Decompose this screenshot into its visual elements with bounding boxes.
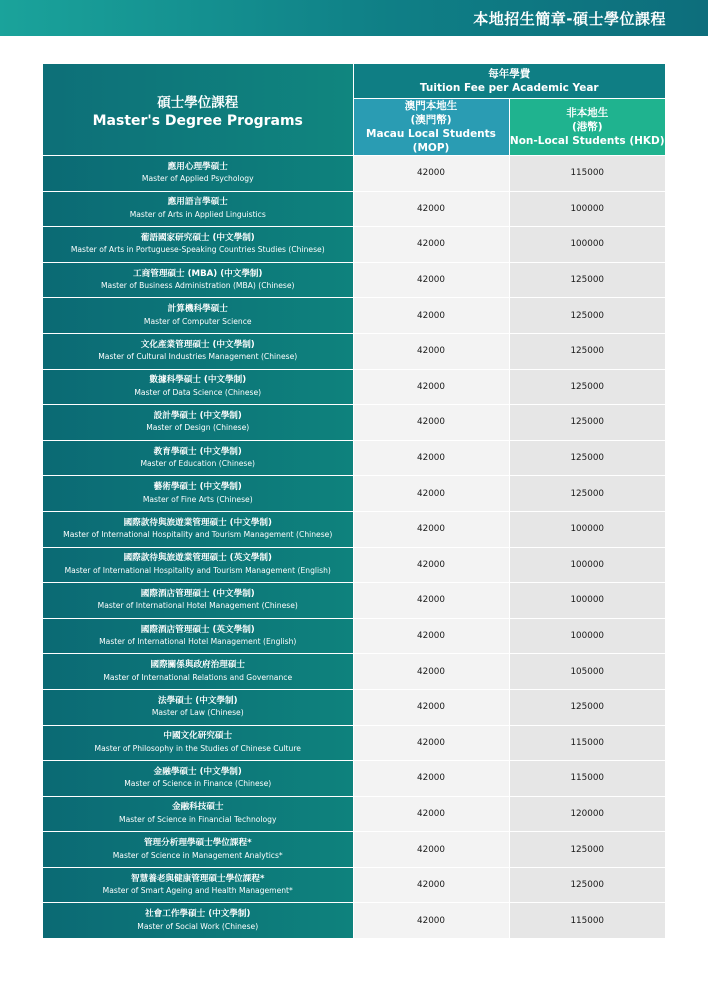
local-fee-cell: 42000 bbox=[353, 476, 509, 512]
table-row bbox=[43, 227, 665, 263]
program-name-cell bbox=[43, 618, 353, 654]
table-row bbox=[43, 903, 665, 939]
program-name-zh: 國際酒店管理碩士 (英文學制) bbox=[140, 624, 255, 635]
local-fee-cell: 42000 bbox=[353, 725, 509, 761]
nonlocal-fee-cell: 125000 bbox=[509, 689, 665, 725]
program-name-zh: 智慧養老與健康管理碩士學位課程* bbox=[131, 873, 265, 884]
program-name-zh: 藝術學碩士 (中文學制) bbox=[153, 482, 242, 493]
program-name-cell bbox=[43, 440, 353, 476]
table-row bbox=[43, 298, 665, 334]
fee-header-en: Tuition Fee per Academic Year bbox=[419, 82, 599, 94]
program-name-en: Master of Cultural Industries Management (Chinese) bbox=[98, 352, 298, 362]
program-name-zh: 文化產業管理碩士 (中文學制) bbox=[140, 339, 255, 350]
program-name-zh: 中國文化研究碩士 bbox=[163, 731, 233, 742]
program-name-cell bbox=[43, 903, 353, 939]
program-name-en: Master of Smart Ageing and Health Management* bbox=[102, 886, 293, 896]
program-name-zh: 葡語國家研究碩士 (中文學制) bbox=[140, 232, 255, 243]
nonlocal-fee-cell: 100000 bbox=[509, 618, 665, 654]
top-banner bbox=[0, 0, 708, 36]
local-fee-cell: 42000 bbox=[353, 903, 509, 939]
program-name-zh: 國際款待與旅遊業管理碩士 (中文學制) bbox=[123, 517, 272, 528]
nonlocal-fee-cell: 125000 bbox=[509, 405, 665, 441]
local-students-header bbox=[353, 99, 509, 156]
program-name-en: Master of Computer Science bbox=[143, 316, 252, 326]
local-fee-cell: 42000 bbox=[353, 262, 509, 298]
program-name-en: Master of Data Science (Chinese) bbox=[134, 387, 262, 397]
program-name-zh: 應用心理學碩士 bbox=[167, 161, 228, 172]
nonlocal-header-en: Non-Local Students (HKD) bbox=[509, 135, 665, 147]
local-header-en: Macau Local Students (MOP) bbox=[366, 128, 496, 154]
table-row bbox=[43, 583, 665, 619]
program-name-cell bbox=[43, 262, 353, 298]
program-name-en: Master of Design (Chinese) bbox=[146, 423, 250, 433]
nonlocal-fee-cell: 125000 bbox=[509, 476, 665, 512]
nonlocal-fee-cell: 115000 bbox=[509, 903, 665, 939]
program-name-cell bbox=[43, 725, 353, 761]
program-name-en: Master of Applied Psychology bbox=[141, 174, 254, 184]
program-name-cell bbox=[43, 583, 353, 619]
program-name-en: Master of Science in Management Analytics* bbox=[112, 850, 283, 860]
program-name-cell bbox=[43, 796, 353, 832]
program-name-cell bbox=[43, 832, 353, 868]
table-row bbox=[43, 618, 665, 654]
local-fee-cell: 42000 bbox=[353, 227, 509, 263]
program-name-zh: 社會工作學碩士 (中文學制) bbox=[145, 909, 251, 920]
table-row bbox=[43, 832, 665, 868]
program-name-en: Master of Business Administration (MBA) (Chinese) bbox=[100, 281, 295, 291]
program-name-cell bbox=[43, 156, 353, 192]
program-name-zh: 金融科技碩士 bbox=[171, 802, 224, 813]
nonlocal-fee-cell: 105000 bbox=[509, 654, 665, 690]
nonlocal-fee-cell: 115000 bbox=[509, 156, 665, 192]
program-name-en: Master of Law (Chinese) bbox=[151, 708, 244, 718]
program-name-cell bbox=[43, 689, 353, 725]
table-row bbox=[43, 867, 665, 903]
program-name-cell bbox=[43, 298, 353, 334]
program-name-en: Master of International Hospitality and Tourism Management (Chinese) bbox=[63, 530, 333, 540]
program-name-en: Master of Education (Chinese) bbox=[140, 459, 256, 469]
program-name-cell bbox=[43, 547, 353, 583]
nonlocal-fee-cell: 100000 bbox=[509, 511, 665, 547]
nonlocal-fee-cell: 125000 bbox=[509, 440, 665, 476]
program-name-cell bbox=[43, 405, 353, 441]
program-name-cell bbox=[43, 369, 353, 405]
program-name-zh: 國際酒店管理碩士 (中文學制) bbox=[140, 588, 255, 599]
program-name-zh: 數據科學碩士 (中文學制) bbox=[149, 375, 247, 386]
local-fee-cell: 42000 bbox=[353, 761, 509, 797]
nonlocal-fee-cell: 125000 bbox=[509, 333, 665, 369]
fee-column-header bbox=[353, 64, 665, 99]
nonlocal-fee-cell: 125000 bbox=[509, 262, 665, 298]
program-name-cell bbox=[43, 511, 353, 547]
program-name-en: Master of Philosophy in the Studies of Chinese Culture bbox=[94, 743, 301, 753]
program-header-en: Master's Degree Programs bbox=[92, 112, 303, 129]
nonlocal-fee-cell: 125000 bbox=[509, 832, 665, 868]
local-fee-cell: 42000 bbox=[353, 156, 509, 192]
program-header-zh: 碩士學位課程 bbox=[157, 94, 239, 111]
program-name-cell bbox=[43, 867, 353, 903]
program-name-zh: 設計學碩士 (中文學制) bbox=[153, 410, 242, 421]
program-name-cell bbox=[43, 654, 353, 690]
tuition-fee-table bbox=[43, 64, 665, 939]
local-fee-cell: 42000 bbox=[353, 654, 509, 690]
program-name-cell bbox=[43, 227, 353, 263]
table-row bbox=[43, 333, 665, 369]
local-fee-cell: 42000 bbox=[353, 832, 509, 868]
local-fee-cell: 42000 bbox=[353, 689, 509, 725]
table-row bbox=[43, 689, 665, 725]
table-row bbox=[43, 725, 665, 761]
local-fee-cell: 42000 bbox=[353, 369, 509, 405]
local-header-currency: (澳門幣) bbox=[410, 114, 452, 126]
nonlocal-fee-cell: 100000 bbox=[509, 583, 665, 619]
program-name-cell bbox=[43, 476, 353, 512]
program-name-en: Master of International Relations and Governance bbox=[103, 672, 293, 682]
program-name-en: Master of Science in Finance (Chinese) bbox=[124, 779, 272, 789]
nonlocal-fee-cell: 100000 bbox=[509, 547, 665, 583]
program-name-zh: 管理分析理學碩士學位課程* bbox=[143, 838, 252, 849]
table-row bbox=[43, 476, 665, 512]
nonlocal-fee-cell: 120000 bbox=[509, 796, 665, 832]
table-row bbox=[43, 369, 665, 405]
nonlocal-fee-cell: 125000 bbox=[509, 298, 665, 334]
nonlocal-fee-cell: 115000 bbox=[509, 725, 665, 761]
nonlocal-fee-cell: 115000 bbox=[509, 761, 665, 797]
program-name-en: Master of Science in Financial Technology bbox=[119, 814, 277, 824]
program-name-en: Master of International Hotel Management (Chinese) bbox=[97, 601, 298, 611]
local-fee-cell: 42000 bbox=[353, 511, 509, 547]
local-fee-cell: 42000 bbox=[353, 796, 509, 832]
local-fee-cell: 42000 bbox=[353, 333, 509, 369]
local-fee-cell: 42000 bbox=[353, 405, 509, 441]
table-row bbox=[43, 405, 665, 441]
table-row bbox=[43, 262, 665, 298]
nonlocal-fee-cell: 100000 bbox=[509, 227, 665, 263]
program-name-cell bbox=[43, 761, 353, 797]
local-fee-cell: 42000 bbox=[353, 547, 509, 583]
program-name-en: Master of Fine Arts (Chinese) bbox=[142, 494, 253, 504]
nonlocal-header-currency: (港幣) bbox=[571, 121, 603, 133]
table-row bbox=[43, 156, 665, 192]
program-name-zh: 國際關係與政府治理碩士 bbox=[150, 660, 246, 671]
program-name-zh: 應用語言學碩士 bbox=[167, 197, 228, 208]
fee-table-body bbox=[43, 156, 665, 939]
nonlocal-students-header bbox=[509, 99, 665, 156]
local-header-zh: 澳門本地生 bbox=[404, 100, 458, 112]
program-name-cell bbox=[43, 191, 353, 227]
nonlocal-fee-cell: 125000 bbox=[509, 369, 665, 405]
program-name-en: Master of Arts in Applied Linguistics bbox=[129, 209, 266, 219]
nonlocal-fee-cell: 125000 bbox=[509, 867, 665, 903]
program-name-zh: 金融學碩士 (中文學制) bbox=[153, 766, 242, 777]
table-row bbox=[43, 191, 665, 227]
program-name-zh: 教育學碩士 (中文學制) bbox=[153, 446, 242, 457]
program-name-cell bbox=[43, 333, 353, 369]
program-name-zh: 計算機科學碩士 bbox=[167, 304, 228, 315]
fee-header-zh: 每年學費 bbox=[488, 68, 531, 80]
table-row bbox=[43, 796, 665, 832]
local-fee-cell: 42000 bbox=[353, 583, 509, 619]
program-name-en: Master of International Hotel Management (English) bbox=[99, 637, 297, 647]
nonlocal-fee-cell: 100000 bbox=[509, 191, 665, 227]
nonlocal-header-zh: 非本地生 bbox=[566, 107, 609, 119]
program-name-zh: 國際款待與旅遊業管理碩士 (英文學制) bbox=[123, 553, 272, 564]
table-row bbox=[43, 440, 665, 476]
local-fee-cell: 42000 bbox=[353, 191, 509, 227]
local-fee-cell: 42000 bbox=[353, 867, 509, 903]
program-name-en: Master of Social Work (Chinese) bbox=[137, 921, 259, 931]
program-name-en: Master of Arts in Portuguese-Speaking Countries Studies (Chinese) bbox=[70, 245, 325, 255]
table-row bbox=[43, 761, 665, 797]
program-column-header bbox=[43, 64, 353, 156]
page-title: 本地招生簡章-碩士學位課程 bbox=[473, 10, 666, 28]
program-name-en: Master of International Hospitality and Tourism Management (English) bbox=[64, 565, 331, 575]
table-row bbox=[43, 547, 665, 583]
program-name-zh: 工商管理碩士 (MBA) (中文學制) bbox=[133, 268, 263, 279]
table-row bbox=[43, 511, 665, 547]
program-name-zh: 法學碩士 (中文學制) bbox=[157, 695, 238, 706]
local-fee-cell: 42000 bbox=[353, 618, 509, 654]
local-fee-cell: 42000 bbox=[353, 440, 509, 476]
table-row bbox=[43, 654, 665, 690]
local-fee-cell: 42000 bbox=[353, 298, 509, 334]
